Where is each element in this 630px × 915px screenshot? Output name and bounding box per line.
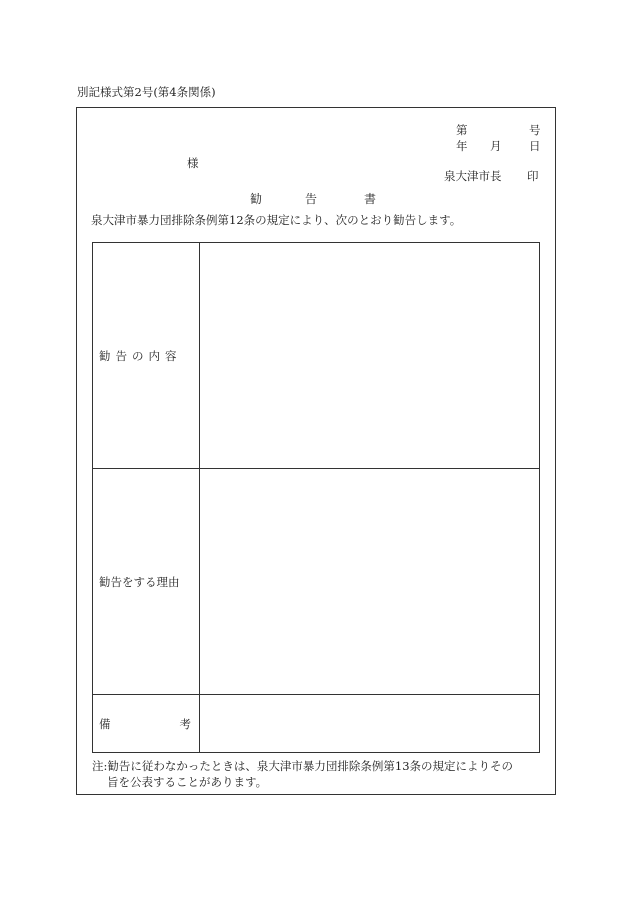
recommendation-table: [92, 242, 540, 753]
document-number-suffix: 号: [529, 123, 541, 137]
recommendation-content-label: 勧告の内容: [93, 243, 200, 469]
table-row: [93, 695, 540, 753]
date-month-label: 月: [490, 139, 502, 153]
form-label: 別記様式第2号(第4条関係): [77, 85, 216, 99]
recommendation-reason-field[interactable]: [200, 469, 540, 695]
recommendation-reason-label: 勧告をする理由: [93, 469, 200, 695]
table-row: [93, 469, 540, 695]
document-title: [250, 190, 376, 207]
recommendation-statement: 泉大津市暴力団排除条例第12条の規定により、次のとおり勧告します。: [91, 213, 462, 227]
remarks-field[interactable]: [200, 695, 540, 753]
issuer-name: 泉大津市長: [444, 169, 502, 183]
footnote-line-2: 旨を公表することがあります。: [107, 775, 268, 789]
document-number-prefix: 第: [456, 123, 468, 137]
remarks-label: 備 考: [93, 695, 200, 753]
footnote-line-1: 注:勧告に従わなかったときは、泉大津市暴力団排除条例第13条の規定によりその: [92, 759, 514, 773]
date-day-label: 日: [529, 139, 541, 153]
seal-mark: 印: [527, 169, 539, 183]
table-row: [93, 243, 540, 469]
title-char: 書: [364, 192, 377, 206]
addressee-honorific: 様: [187, 156, 199, 170]
recommendation-content-field[interactable]: [200, 243, 540, 469]
title-char: 勧: [250, 192, 263, 206]
date-year-label: 年: [456, 139, 468, 153]
title-char: 告: [305, 192, 318, 206]
